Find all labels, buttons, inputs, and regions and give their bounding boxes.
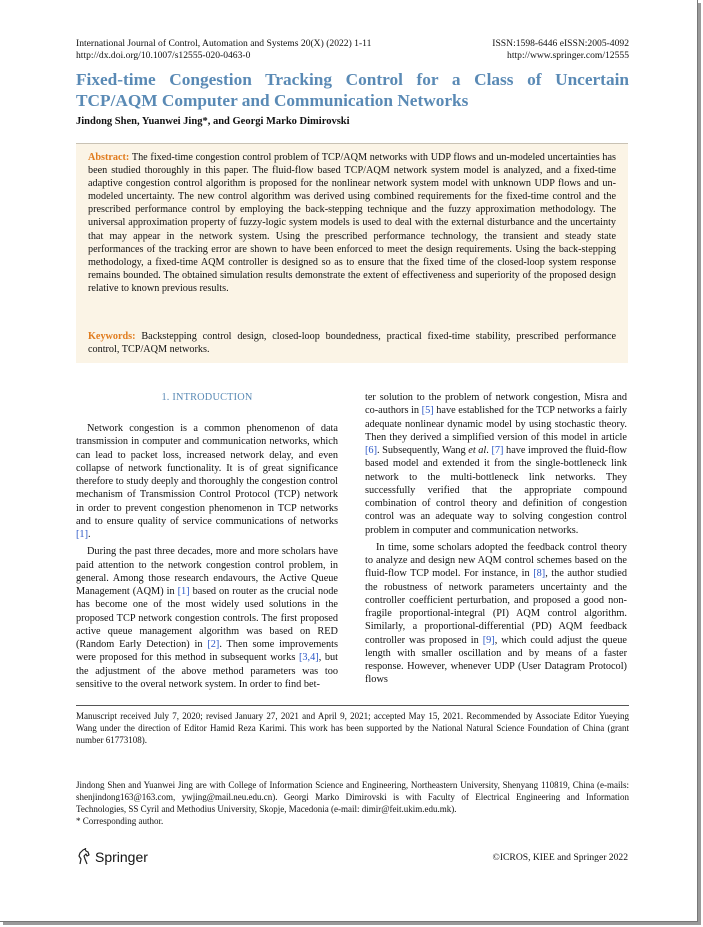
right-column xyxy=(365,391,627,687)
left-column xyxy=(76,391,338,691)
keywords xyxy=(88,330,616,356)
section-heading: 1. INTRODUCTION xyxy=(161,392,253,403)
paragraph-text: have improved the fluid-flow based model and extended it from the single-bottleneck link network to the multi-bottleneck link networks. They successfully verified that the appropriate compound combination of control theory and definition of congestion control was an adequate way to solving congestion control problem in computer and communication networks. xyxy=(365,445,627,536)
intro-paragraph-3 xyxy=(365,391,627,537)
corresponding-author-note: * Corresponding author. xyxy=(76,816,164,827)
affiliation-footnote xyxy=(76,779,629,827)
intro-paragraph-2 xyxy=(76,545,338,691)
paragraph-text: During the past three decades, more and more scholars have paid attention to the network congestion control problem, in general. Among those research endavours, the Active Queue Management (AQM) in xyxy=(76,546,338,597)
issn-header xyxy=(492,38,629,62)
paragraph-text: based on router as the crucial node has become one of the most widely used solutions in the proposed TCP network congestion controls. The first proposed active queue management algorithm was based on RED (Random Early Detection) in xyxy=(76,586,338,650)
citation-link[interactable]: [8] xyxy=(533,568,546,580)
citation-link[interactable]: [1] xyxy=(177,586,190,597)
citation-link[interactable]: [1] xyxy=(76,529,89,540)
citation-link[interactable]: [5] xyxy=(421,405,434,417)
author-list: Jindong Shen, Yuanwei Jing*, and Georgi Marko Dimirovski xyxy=(76,116,350,127)
manuscript-footnote: Manuscript received July 7, 2020; revised January 27, 2021 and April 9, 2021; accepted May 15, 2021. Recommended by Associate Editor Yueying Wang under the direction of Editor Hamid Reza Karimi. This work has been supported by the National Natural Science Foundation of China (grant number 61773108). xyxy=(76,705,629,746)
citation-link[interactable]: [3,4] xyxy=(298,652,319,664)
doi-link[interactable]: http://dx.doi.org/10.1007/s12555-020-0463-0 xyxy=(76,50,251,62)
et-al: et al xyxy=(468,445,487,456)
springer-url[interactable]: http://www.springer.com/12555 xyxy=(507,50,629,62)
intro-paragraph-1 xyxy=(76,422,338,541)
paper-title: Fixed-time Congestion Tracking Control for a Class of Uncertain TCP/AQM Computer and Communication Networks xyxy=(76,70,629,111)
paragraph-text: . xyxy=(88,529,91,540)
issn-text: ISSN:1598-6446 eISSN:2005-4092 xyxy=(492,38,629,49)
citation-link[interactable]: [7] xyxy=(491,445,504,456)
keywords-text: Backstepping control design, closed-loop boundedness, practical fixed-time stability, prescribed performance control, TCP/AQM networks. xyxy=(88,331,617,356)
paragraph-text: Network congestion is a common phenomenon of data transmission in computer and communication networks, which can lead to packet loss, increased network delay, and even collapse of network functionality. It is of great significance therefore to study deeply and thoroughly the congestion control mechanism of Transmission Control Protocol (TCP) network in order to prevent congestion phenomenon in TCP networks and to ensure quality of service communications of networks xyxy=(76,423,338,527)
publisher-name: Springer xyxy=(95,848,148,865)
paragraph-text: ter solution to the problem of network congestion, Misra and co-authors in xyxy=(365,392,627,417)
paragraph-text: . Subsequently, Wang xyxy=(377,445,469,456)
paragraph-text: In time, some scholars adopted the feedback control theory to analyze and design new AQM control schemes based on the fluid-flow TCP model. For instance, in xyxy=(365,541,627,580)
abstract-box xyxy=(76,143,628,363)
springer-horse-icon xyxy=(76,848,91,865)
paragraph-text: , the author studied the robustness of network parameters uncertainty and the controller coefficient perturbation, and proposed a good non-fragile proportional-integral (PI) AQM control algorithm. Similarly, a proportional-differential (PD) AQM feedback controller was proposed in xyxy=(365,568,627,646)
journal-header xyxy=(76,38,371,62)
paragraph-text: , but the adjustment of the above method parameters was too sensitive to the overal network system. In order to find bet- xyxy=(76,652,338,690)
journal-citation: International Journal of Control, Automation and Systems 20(X) (2022) 1-11 xyxy=(76,38,372,49)
citation-link[interactable]: [9] xyxy=(482,634,495,646)
paragraph-text: . Then some improvements were proposed for this method in subsequent works xyxy=(76,639,338,664)
paragraph-text: . xyxy=(486,445,492,456)
abstract-text: The fixed-time congestion control problem of TCP/AQM networks with UDP flows and un-modeled uncertainties has been studied thoroughly in this paper. The fluid-flow based TCP/AQM network system model is analyzed, and a fixed-time adaptive congestion control algorithm is proposed for the nonlinear network system model with unknown UDP flows and un-modeled uncertainty. The new control algorithm was derived using combined requirements for the fixed-time control and the prescribed performance control by employing the back-stepping technique and the fuzzy approximation methodology. The universal approximation property of fuzzy-logic system models is used to deal with the external disturbance and the uncertainty that may appear in the network system. Using the prescribed performance technology, the transient and steady state performances of the tracking error are shown to have been enforced to meet the design requirements. Using the back-stepping methodology, a fixed-time AQM controller is designed so as to ensure that the fixed time of the closed-loop system response remains bounded. The obtained simulation results demonstrate the extent of effectiveness and superiority of the proposed design relative to known previous results. xyxy=(88,152,616,294)
citation-link[interactable]: [2] xyxy=(207,639,220,650)
abstract-label: Abstract: xyxy=(88,152,130,163)
publisher-logo xyxy=(76,848,148,865)
intro-paragraph-4 xyxy=(365,541,627,687)
keywords-label: Keywords: xyxy=(88,331,136,342)
abstract xyxy=(88,151,616,295)
paragraph-text: , which could adjust the queue length with smaller oscillation and by means of a faster response. However, whenever UDP (User Datagram Protocol) flows xyxy=(365,634,627,686)
citation-link[interactable]: [6] xyxy=(365,445,378,456)
affiliation-text: Jindong Shen and Yuanwei Jing are with College of Information Science and Engineering, Northeastern University, Shenyang 110819, China (e-mails: shenjindong163@163.com, ywjing@mail.neu.edu.cn). Georgi Marko Dimirovski is with Faculty of Electrical Engineering and Information Technologies, SS Cyril and Methodius University, Skopje, Macedonia (e-mail: dimir@feit.ukim.edu.mk). xyxy=(76,780,629,815)
copyright-notice: ©ICROS, KIEE and Springer 2022 xyxy=(492,852,628,863)
paragraph-text: have established for the TCP networks a fairly adequate nonlinear dynamic model by using stochastic theory. Then they derived a simplified version of this model in article xyxy=(365,405,627,443)
